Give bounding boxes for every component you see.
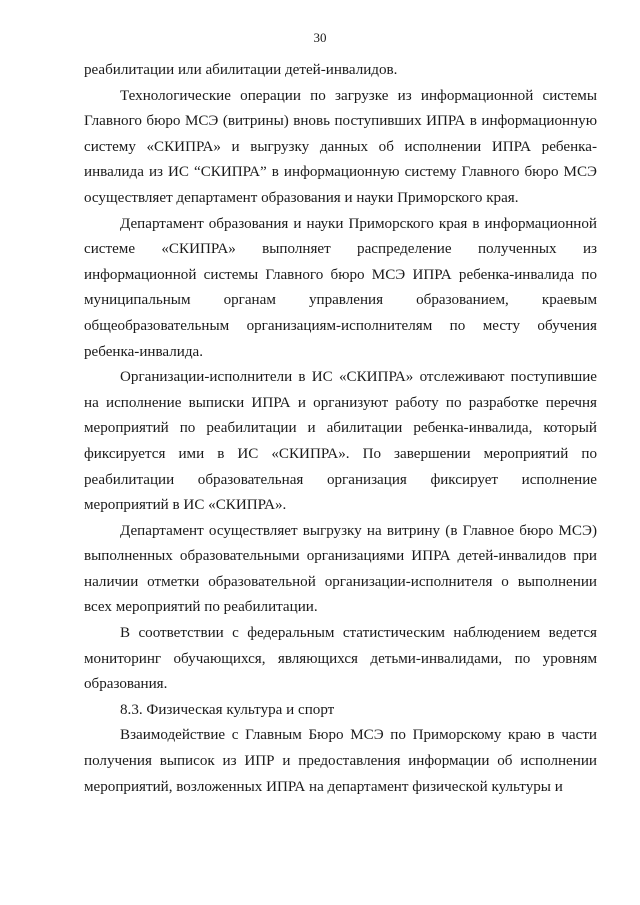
paragraph-continuation: реабилитации или абилитации детей-инвалидов. <box>84 62 398 78</box>
section-heading: 8.3. Физическая культура и спорт <box>120 701 335 718</box>
paragraph-technological-operations: Технологические операции по загрузке из информационной системы Главного бюро МСЭ (витрины) вновь поступивших ИПРА в информационную систему «СКИПРА» и выгрузку данных об исполнении ИПРА ребенка-инвалида из ИС “СКИПРА” в информационную систему Главного бюро МСЭ осуществляет департамент образования и науки Приморского края. <box>84 87 597 206</box>
paragraph-interaction: Взаимодействие с Главным Бюро МСЭ по Приморскому краю в части получения выписок из ИПР и предоставления информации об исполнении мероприятий, возложенных ИПРА на департамент физической культуры и <box>84 727 597 795</box>
paragraph-executing-organizations: Организации-исполнители в ИС «СКИПРА» отслеживают поступившие на исполнение выписки ИПРА и организуют работу по разработке перечня мероприятий по реабилитации и абилитации ребенка-инвалида, который фиксируется ими в ИС «СКИПРА». По завершении мероприятий по реабилитации образовательная организация фиксирует исполнение мероприятий в ИС «СКИПРА». <box>84 369 597 514</box>
page-body <box>84 58 597 800</box>
paragraph-department-distribution: Департамент образования и науки Приморского края в информационной системе «СКИПРА» выполняет распределение полученных из информационной системы Главного бюро МСЭ ИПРА ребенка-инвалида по муниципальным органам управления образованием, краевым общеобразовательным организациям-исполнителям по месту обучения ребенка-инвалида. <box>84 215 597 360</box>
paragraph-department-upload: Департамент осуществляет выгрузку на витрину (в Главное бюро МСЭ) выполненных образовательными организациями ИПРА детей-инвалидов при наличии отметки образовательной организации-исполнителя о выполнении всех мероприятий по реабилитации. <box>84 522 597 616</box>
page-number: 30 <box>313 30 327 45</box>
paragraph-monitoring: В соответствии с федеральным статистическим наблюдением ведется мониторинг обучающихся, являющихся детьми-инвалидами, по уровням образования. <box>84 625 597 693</box>
